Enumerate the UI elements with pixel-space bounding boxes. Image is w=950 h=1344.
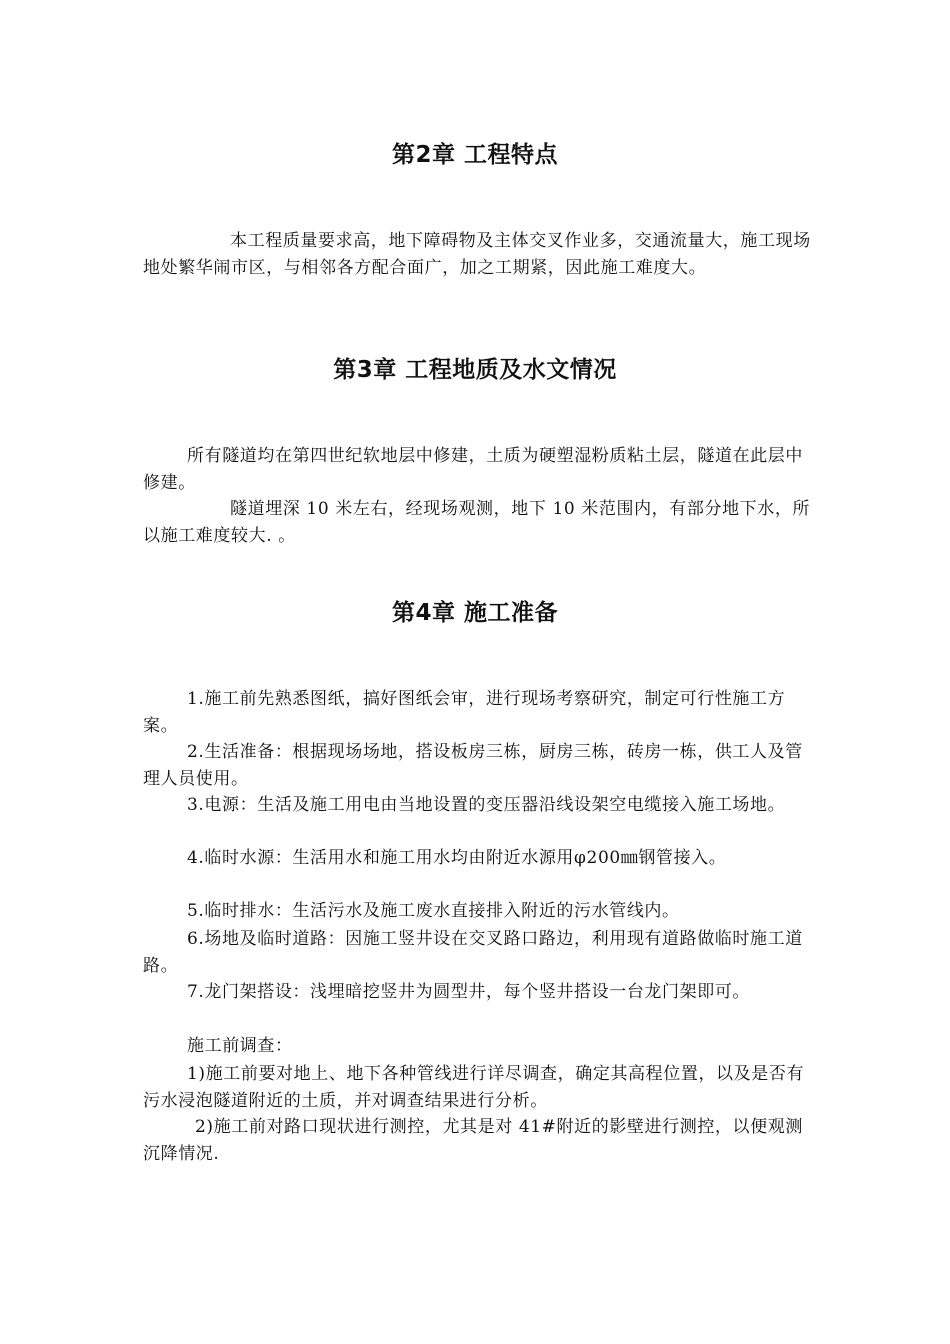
chapter-2-heading: 第2章 工程特点 (391, 142, 558, 168)
chapter-4-item-6: 6.场地及临时道路：因施工竖井设在交叉路口路边，利用现有道路做临时施工道路。 (143, 929, 803, 976)
chapter-2-paragraph-1: 本工程质量要求高，地下障碍物及主体交叉作业多，交通流量大，施工现场地处繁华闹市区，与相邻各方配合面广，加之工期紧，因此施工难度大。 (143, 231, 811, 278)
chapter-4-item-7: 7.龙门架搭设：浅埋暗挖竖井为圆型井，每个竖井搭设一台龙门架即可。 (187, 982, 751, 1002)
chapter-4-item-4: 4.临时水源：生活用水和施工用水均由附近水源用φ200㎜钢管接入。 (187, 848, 727, 868)
survey-heading: 施工前调查： (187, 1036, 293, 1056)
chapter-4-item-3: 3.电源：生活及施工用电由当地设置的变压器沿线设架空电缆接入施工场地。 (187, 795, 786, 815)
chapter-4-item-5: 5.临时排水：生活污水及施工废水直接排入附近的污水管线内。 (187, 901, 680, 921)
chapter-3-paragraph-2: 隧道埋深 10 米左右，经现场观测，地下 10 米范围内，有部分地下水，所以施工难度较大. 。 (143, 499, 811, 546)
chapter-4-heading: 第4章 施工准备 (391, 600, 558, 626)
survey-item-2: 2)施工前对路口现状进行测控，尤其是对 41#附近的影壁进行测控，以便观测沉降情况. (143, 1117, 803, 1164)
chapter-4-item-2: 2.生活准备：根据现场场地，搭设板房三栋，厨房三栋，砖房一栋，供工人及管理人员使用。 (143, 742, 803, 789)
chapter-3-paragraph-1: 所有隧道均在第四世纪软地层中修建，土质为硬塑湿粉质粘土层，隧道在此层中修建。 (143, 446, 803, 493)
survey-item-1: 1)施工前要对地上、地下各种管线进行详尽调查，确定其高程位置，以及是否有污水浸泡隧道附近的土质，并对调查结果进行分析。 (143, 1064, 805, 1111)
chapter-3-heading: 第3章 工程地质及水文情况 (333, 357, 617, 383)
chapter-4-item-1: 1.施工前先熟悉图纸，搞好图纸会审，进行现场考察研究，制定可行性施工方案。 (143, 689, 786, 736)
